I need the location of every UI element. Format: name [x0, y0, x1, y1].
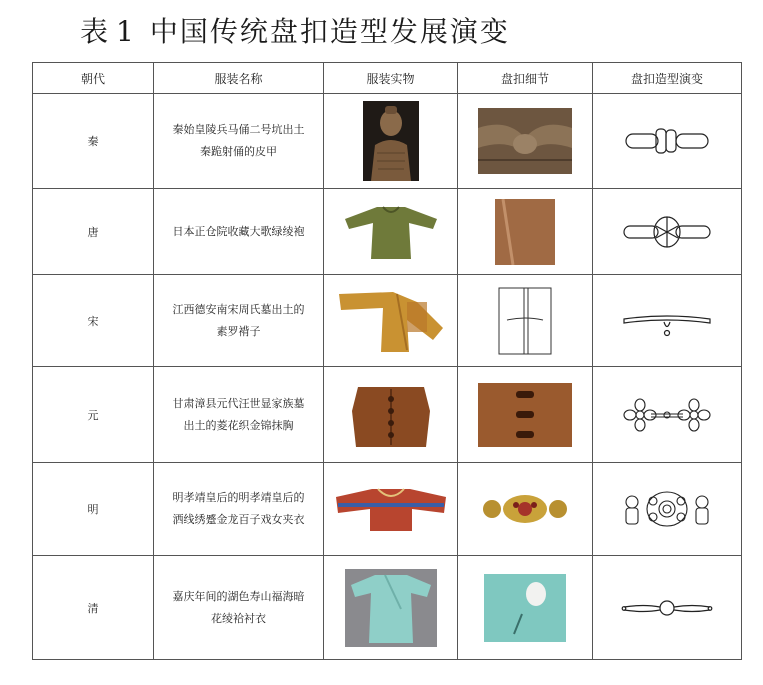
knot-detail-cell: [458, 189, 593, 275]
dynasty-cell: 元: [33, 367, 154, 463]
dynasty-cell: 清: [33, 556, 154, 660]
document-title: [80, 10, 510, 50]
knot-detail-cell: [458, 463, 593, 556]
garment-name-cell: [154, 94, 324, 189]
table-row: [33, 463, 742, 556]
knot-drawing-cell: [593, 94, 742, 189]
garment-photo-cell: [324, 367, 458, 463]
garment-name-cell: [154, 463, 324, 556]
knot-detail-cell: [458, 367, 593, 463]
yuan-flower-knot-drawing: [620, 393, 714, 437]
garment-name-cell: [154, 275, 324, 367]
table-row: [33, 94, 742, 189]
garment-name-line: 日本正仓院收藏大歌绿绫袍: [172, 224, 305, 238]
header-garment-name: 服装名称: [154, 63, 324, 94]
terracotta-warrior-photo: [363, 101, 419, 181]
ming-knot-drawing: [620, 484, 714, 534]
garment-photo-cell: [324, 463, 458, 556]
dynasty-cell: 秦: [33, 94, 154, 189]
knot-drawing-cell: [593, 556, 742, 660]
table-row: [33, 189, 742, 275]
garment-name-cell: [154, 367, 324, 463]
knot-detail-cell: [458, 275, 593, 367]
knot-drawing-cell: [593, 275, 742, 367]
knot-evolution-table: [32, 62, 742, 660]
garment-name-line: 明孝靖皇后的明孝靖皇后的: [172, 491, 305, 504]
garment-name-line: 出土的菱花织金锦抹胸: [183, 418, 294, 432]
ming-gold-button-photo: [480, 485, 570, 533]
header-row: [33, 63, 742, 94]
song-placket-line-drawing: [497, 286, 553, 356]
garment-name-line: 秦跪射俑的皮甲: [200, 145, 277, 158]
title-number: 1: [116, 15, 136, 48]
table-row: [33, 275, 742, 367]
garment-name-line: 嘉庆年间的湖色寿山福海暗: [172, 589, 305, 603]
knot-drawing-cell: [593, 367, 742, 463]
song-robe-photo: [337, 288, 445, 354]
knot-drawing-cell: [593, 189, 742, 275]
knot-detail-cell: [458, 556, 593, 660]
dynasty-cell: 明: [33, 463, 154, 556]
tang-fabric-detail-photo: [495, 199, 555, 265]
garment-photo-cell: [324, 556, 458, 660]
header-knot-evolution: 盘扣造型演变: [593, 63, 742, 94]
garment-name-line: 花绫袷衬衣: [211, 611, 266, 625]
garment-name-cell: [154, 189, 324, 275]
garment-photo-cell: [324, 189, 458, 275]
garment-name-cell: [154, 556, 324, 660]
title-text: 中国传统盘扣造型发展演变: [149, 15, 510, 48]
header-dynasty: 朝代: [33, 63, 154, 94]
garment-name-line: 素罗褙子: [216, 324, 261, 338]
yuan-knot-closeup-photo: [478, 383, 572, 447]
garment-photo-cell: [324, 94, 458, 189]
garment-name-line: 秦始皇陵兵马俑二号坑出土: [172, 123, 305, 136]
garment-photo-cell: [324, 275, 458, 367]
yuan-bodice-photo: [348, 381, 434, 449]
qin-knot-drawing: [620, 121, 714, 161]
garment-name-line: 甘肃漳县元代汪世显家族墓: [172, 396, 305, 410]
green-robe-photo: [343, 203, 439, 261]
tang-knot-drawing: [620, 212, 714, 252]
header-knot-detail: 盘扣细节: [458, 63, 593, 94]
ming-jacket-photo: [334, 485, 448, 533]
dynasty-cell: 宋: [33, 275, 154, 367]
dynasty-cell: 唐: [33, 189, 154, 275]
song-knot-drawing: [620, 301, 714, 341]
garment-name-line: 江西德安南宋周氏墓出土的: [172, 302, 305, 316]
qing-lake-blue-shirt-photo: [345, 569, 437, 647]
qing-knot-drawing: [620, 593, 714, 623]
knot-drawing-cell: [593, 463, 742, 556]
armor-knot-photo: [478, 108, 572, 174]
header-garment-photo: 服装实物: [324, 63, 458, 94]
garment-name-line: 洒线绣蹙金龙百子戏女夹衣: [172, 513, 305, 526]
table-row: [33, 367, 742, 463]
knot-detail-cell: [458, 94, 593, 189]
qing-button-closeup-photo: [484, 574, 566, 642]
title-prefix: 表: [80, 15, 111, 48]
table-row: [33, 556, 742, 660]
